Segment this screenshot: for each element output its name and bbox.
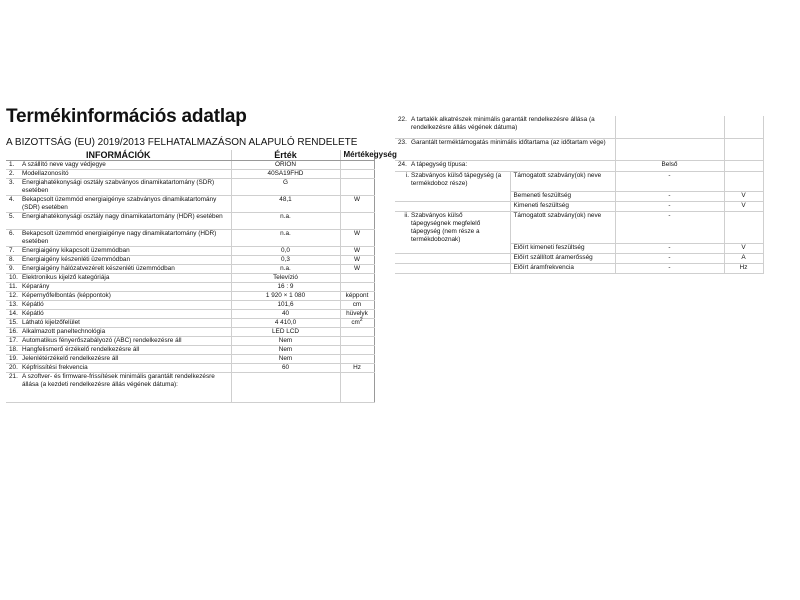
row-label-text: Képátló <box>22 310 44 317</box>
row-label <box>6 274 231 283</box>
row-label <box>6 213 231 230</box>
row-label <box>6 364 231 373</box>
row-value: 16 : 9 <box>231 283 340 292</box>
table-row <box>6 161 374 170</box>
psu-i-std-label: Támogatott szabvány(ok) neve <box>510 171 615 191</box>
row-unit <box>340 179 374 196</box>
table-row <box>6 310 374 319</box>
psu-ii-v-value: - <box>615 243 724 253</box>
row-number: 1. <box>9 161 15 168</box>
table-row <box>6 292 374 301</box>
row-unit <box>340 301 374 310</box>
header-informaciok: INFORMÁCIÓK <box>6 150 231 161</box>
row-number: 11. <box>9 283 18 290</box>
row-number: 6. <box>9 230 15 237</box>
row-value: 48,1 <box>231 196 340 213</box>
row-number: 13. <box>9 301 18 308</box>
row-value: 4 410,0 <box>231 319 340 328</box>
row-label <box>6 355 231 364</box>
row-label-text: Képfrissítési frekvencia <box>22 364 88 371</box>
row-label <box>6 256 231 265</box>
psu-ii-a-label: Előírt szállított áramerősség <box>510 253 615 263</box>
row-label-text: Energiahatékonysági osztály nagy dinamikatartomány (HDR) esetében <box>22 213 223 220</box>
row-number: 20. <box>9 364 18 371</box>
psu-i-out-value: - <box>615 201 724 211</box>
table-row <box>6 301 374 310</box>
table-row <box>6 196 374 213</box>
row-label-text: Képarány <box>22 283 50 290</box>
row-value: 1 920 × 1 080 <box>231 292 340 301</box>
row-label-text: Képernyőfelbontás (képpontok) <box>22 292 111 299</box>
row-unit-text: Hz <box>353 364 361 371</box>
psu-ii-v-label: Előírt kimeneti feszültség <box>510 243 615 253</box>
table-row <box>6 170 374 179</box>
table-row <box>395 263 763 273</box>
table-row <box>395 201 763 211</box>
row-unit <box>340 213 374 230</box>
psu-ii-v-unit: V <box>724 243 763 253</box>
row-label-text: Látható kijelzőfelület <box>22 319 80 326</box>
row-label <box>6 346 231 355</box>
row-unit <box>340 364 374 373</box>
row-unit <box>340 316 374 328</box>
psu-ii-f-value: - <box>615 263 724 273</box>
row-number: 17. <box>9 337 18 344</box>
psu-ii-f-unit: Hz <box>724 263 763 273</box>
row-label <box>6 283 231 292</box>
row-number: 4. <box>9 196 15 203</box>
table-row <box>6 364 374 373</box>
row-label-text: A szoftver- és firmware-frissítések minimális garantált rendelkezésre állása (a kezdeti rendelkezésre állás végének dátuma): <box>22 373 215 388</box>
table-row <box>395 138 763 160</box>
row-unit <box>340 283 374 292</box>
row-label-text: Képátló <box>22 301 44 308</box>
row-number: 3. <box>9 179 15 186</box>
row-label-text: Alkalmazott paneltechnológia <box>22 328 106 335</box>
row-unit <box>340 292 374 301</box>
row-unit <box>340 355 374 364</box>
psu-ii-a-value: - <box>615 253 724 263</box>
row-label-text: Automatikus fényerőszabályozó (ABC) rendelkezésre áll <box>22 337 182 344</box>
row-unit-text: hüvelyk <box>346 310 368 317</box>
row-label <box>6 247 231 256</box>
row-label <box>6 301 231 310</box>
psu-ii-std-label: Támogatott szabvány(ok) neve <box>510 211 615 243</box>
row-label <box>6 310 231 319</box>
row-label: 24. A tápegység típusa: <box>395 160 615 171</box>
row-value: ORION <box>231 161 340 170</box>
row-unit <box>340 265 374 274</box>
row-label-text: Jelenlétérzékelő rendelkezésre áll <box>22 355 119 362</box>
row-unit <box>340 196 374 213</box>
row-unit-text: W <box>353 196 361 203</box>
row-number: 10. <box>9 274 18 281</box>
row-number: 8. <box>9 256 15 263</box>
psu-i-in-value: - <box>615 191 724 201</box>
row-label <box>6 292 231 301</box>
table-row <box>6 213 374 230</box>
info-table-left <box>6 150 397 403</box>
table-row <box>6 179 374 196</box>
row-unit-text: W <box>353 247 361 254</box>
page-subtitle: A BIZOTTSÁG (EU) 2019/2013 FELHATALMAZÁSON ALAPULÓ RENDELETE <box>6 137 358 148</box>
row-label-text: A szállító neve vagy védjegye <box>22 161 106 168</box>
psu-i-in-label: Bemeneti feszültség <box>510 191 615 201</box>
table-row <box>6 328 374 337</box>
table-row <box>6 247 374 256</box>
header-ertek: Érték <box>231 150 340 161</box>
row-label <box>6 265 231 274</box>
psu-ii-label: ii. Szabványos külső tápegységnek megfelelő tápegység (nem része a termékdoboznak) <box>395 211 510 253</box>
info-table-right <box>395 116 764 274</box>
table-row <box>6 265 374 274</box>
table-row <box>6 274 374 283</box>
row-label-text: Energiaigény készenléti üzemmódban <box>22 256 130 263</box>
row-value: n.a. <box>231 230 340 247</box>
row-number: 2. <box>9 170 15 177</box>
row-label: 22. A tartalék alkatrészek minimális garantált rendelkezésre állása (a rendelkezésre állás végének dátuma) <box>395 116 615 138</box>
row-label <box>6 328 231 337</box>
table-row <box>6 283 374 292</box>
row-label-text: Bekapcsolt üzemmód energiaigénye szabványos dinamikatartomány (SDR) esetében <box>22 196 217 211</box>
row-label-text: Bekapcsolt üzemmód energiaigénye nagy dinamikatartomány (HDR) esetében <box>22 230 217 245</box>
row-value: 40SA19FHD <box>231 170 340 179</box>
row-label-text: Energiaigény kikapcsolt üzemmódban <box>22 247 130 254</box>
row-number: 14. <box>9 310 18 317</box>
row-number: 19. <box>9 355 18 362</box>
row-label <box>6 179 231 196</box>
row-number: 5. <box>9 213 15 220</box>
row-unit <box>340 161 374 170</box>
row-number: 12. <box>9 292 18 299</box>
row-unit <box>340 274 374 283</box>
header-mertekegyseg: Mértékegység <box>340 150 374 161</box>
table-row <box>6 373 374 403</box>
psu-ii-std-value: - <box>615 211 724 243</box>
psu-i-in-unit: V <box>724 191 763 201</box>
row-value: Nem <box>231 337 340 346</box>
psu-ii-f-label: Előírt áramfrekvencia <box>510 263 615 273</box>
row-number: 16. <box>9 328 18 335</box>
table-row <box>6 337 374 346</box>
row-value: Nem <box>231 346 340 355</box>
row-unit-text: cm <box>351 319 360 326</box>
row-unit <box>340 310 374 319</box>
row-value: 60 <box>231 364 340 373</box>
row-label-text: Elektronikus kijelző kategóriája <box>22 274 110 281</box>
table-header-row <box>6 150 374 161</box>
table-row <box>395 171 763 191</box>
table-row <box>395 160 763 171</box>
psu-i-out-unit: V <box>724 201 763 211</box>
row-unit-text: W <box>353 230 361 237</box>
row-value: n.a. <box>231 265 340 274</box>
row-value: LED LCD <box>231 328 340 337</box>
page-title: Termékinformációs adatlap <box>6 106 247 127</box>
row-unit <box>340 373 374 403</box>
row-unit-text: képpont <box>345 292 369 299</box>
table-row <box>6 256 374 265</box>
row-value: G <box>231 179 340 196</box>
row-unit <box>340 230 374 247</box>
row-label <box>6 196 231 213</box>
row-value: Televízió <box>231 274 340 283</box>
row-value <box>231 373 340 403</box>
row-label: 23. Garantált terméktámogatás minimális időtartama (az időtartam vége) <box>395 138 615 160</box>
psu-ii-a-unit: A <box>724 253 763 263</box>
row-number: 21. <box>9 373 18 380</box>
row-label <box>6 373 231 403</box>
row-value: n.a. <box>231 213 340 230</box>
row-value: Belső <box>615 160 724 171</box>
row-unit-text: cm <box>352 301 362 308</box>
row-label <box>6 230 231 247</box>
row-value: 40 <box>231 310 340 319</box>
row-label <box>6 161 231 170</box>
row-number: 15. <box>9 319 18 326</box>
table-row <box>395 253 763 263</box>
row-label <box>6 337 231 346</box>
row-unit <box>340 256 374 265</box>
row-value: 0,3 <box>231 256 340 265</box>
table-row <box>6 319 374 328</box>
table-row <box>395 211 763 243</box>
psu-i-out-label: Kimeneti feszültség <box>510 201 615 211</box>
table-row <box>6 355 374 364</box>
row-number: 9. <box>9 265 15 272</box>
row-value: Nem <box>231 355 340 364</box>
row-value: 0,0 <box>231 247 340 256</box>
table-row <box>6 346 374 355</box>
row-label <box>6 319 231 328</box>
row-unit <box>340 170 374 179</box>
row-label-text: Modellazonosító <box>22 170 69 177</box>
row-label-text: Energiaigény hálózatvezérelt készenléti üzemmódban <box>22 265 175 272</box>
row-unit <box>340 328 374 337</box>
table-row <box>6 230 374 247</box>
row-number: 18. <box>9 346 18 353</box>
row-unit <box>340 247 374 256</box>
psu-i-std-value: - <box>615 171 724 191</box>
row-label-text: Energiahatékonysági osztály szabványos dinamikatartomány (SDR) esetében <box>22 179 215 194</box>
psu-i-label: i. Szabványos külső tápegység (a termékdoboz része) <box>395 171 510 201</box>
table-row <box>395 116 763 138</box>
row-label-text: Hangfelismerő érzékelő rendelkezésre áll <box>22 346 140 353</box>
row-unit-superscript: 2 <box>359 316 363 323</box>
row-unit-text: W <box>353 256 361 263</box>
row-unit-text: W <box>353 265 361 272</box>
row-value: 101,6 <box>231 301 340 310</box>
row-unit <box>340 346 374 355</box>
row-unit <box>340 337 374 346</box>
row-label <box>6 170 231 179</box>
row-number: 7. <box>9 247 15 254</box>
